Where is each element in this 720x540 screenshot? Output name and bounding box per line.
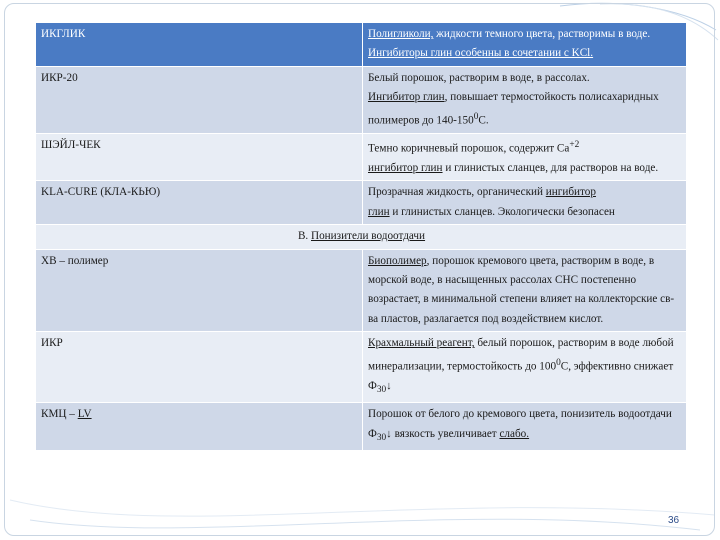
reagent-name: ХВ – полимер	[36, 249, 363, 332]
reagent-description: Крахмальный реагент, белый порошок, растворим в воде любой минерализации, термостойкость до $100^0С$, эффективно снижает $Ф_{30}↓$	[363, 332, 687, 403]
table-row-ikglik	[36, 23, 687, 67]
table-row-ikr	[36, 332, 687, 403]
reagent-description: Порошок от белого до кремового цвета, понизитель водоотдачи $Ф_{30}↓$ вязкость увеличивает слабо.	[363, 403, 687, 451]
reagent-description: Полигликоли, жидкости темного цвета, растворимы в воде. Ингибиторы глин особенны в сочетании с KCl.	[363, 23, 687, 67]
reagent-name: ШЭЙЛ-ЧЕК	[36, 133, 363, 181]
reagent-name: ИКР-20	[36, 66, 363, 133]
reagent-name: ИКГЛИК	[36, 23, 363, 67]
table-row-cmc-lv	[36, 403, 687, 451]
section-heading: В. Понизители водоотдачи	[36, 225, 687, 249]
table-row-shale-check	[36, 133, 687, 181]
table-row-ikr20	[36, 66, 687, 133]
section-heading-row	[36, 225, 687, 249]
reagent-description: Прозрачная жидкость, органический ингибитор глин и глинистых сланцев. Экологически безопасен	[363, 181, 687, 225]
reagent-description: Белый порошок, растворим в воде, в рассолах. Ингибитор глин, повышает термостойкость полисахаридных полимеров до $140-150^0С$.	[363, 66, 687, 133]
reagent-name: ИКР	[36, 332, 363, 403]
reagent-name: KLA-CURE (КЛА-КЬЮ)	[36, 181, 363, 225]
reagents-table	[35, 22, 687, 451]
reagent-description: Биополимер, порошок кремового цвета, растворим в воде, в морской воде, в насыщенных рассолах СНС постепенно возрастает, в минимальной степени влияет на коллекторские св-ва пластов, разлагается под воздействием кислот.	[363, 249, 687, 332]
reagent-name: КМЦ – LV	[36, 403, 363, 451]
table-row-kla-cure	[36, 181, 687, 225]
reagent-description: Темно коричневый порошок, содержит $Ca^{+2}$ ингибитор глин и глинистых сланцев, для растворов на воде.	[363, 133, 687, 181]
table-row-xb-polymer	[36, 249, 687, 332]
page-number: 36	[668, 515, 680, 526]
